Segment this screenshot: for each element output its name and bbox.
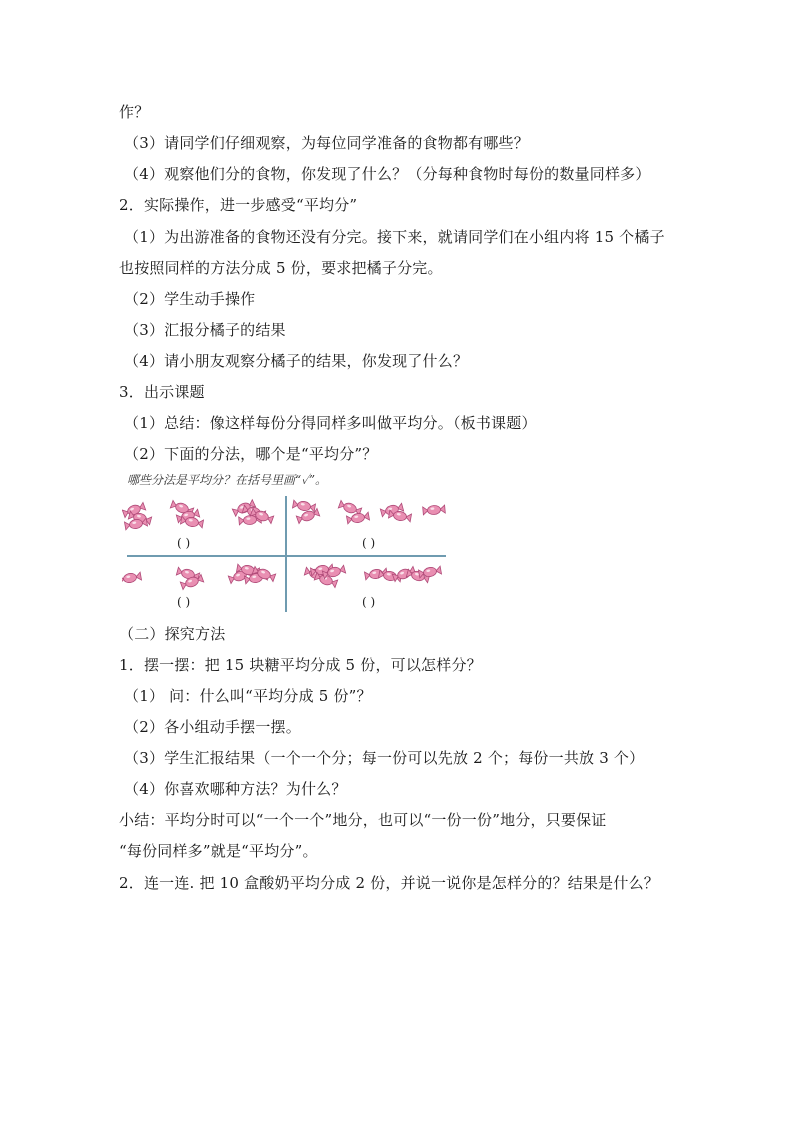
candy-icon xyxy=(296,508,320,524)
text-line: 2．连一连. 把 10 盒酸奶平均分成 2 份，并说一说你是怎样分的？结果是什么？ xyxy=(119,874,659,892)
text-line: （4）你喜欢哪种方法？为什么？ xyxy=(124,780,347,798)
text-line: （4）观察他们分的食物，你发现了什么？（分每种食物时每份的数量同样多） xyxy=(124,165,651,183)
text-line: （1）为出游准备的食物还没有分完。接下来，就请同学们在小组内将 15 个橘子 xyxy=(124,228,665,246)
text-line: （3）汇报分橘子的结果 xyxy=(124,321,286,339)
candy-icon xyxy=(122,572,142,585)
text-line: （2）下面的分法，哪个是“平均分”？ xyxy=(124,445,378,463)
text-line: 1．摆一摆：把 15 块糖平均分成 5 份，可以怎样分？ xyxy=(119,656,482,674)
section-heading: 3．出示课题 xyxy=(119,383,205,401)
answer-bracket[interactable]: ( ) xyxy=(362,536,376,550)
candy-icon xyxy=(292,500,315,513)
answer-bracket[interactable]: ( ) xyxy=(362,595,376,609)
answer-bracket[interactable]: ( ) xyxy=(177,536,191,550)
text-line: （3）学生汇报结果（一个一个分；每一份可以先放 2 个；每份一共放 3 个） xyxy=(124,749,645,767)
text-line: （4）请小朋友观察分橘子的结果，你发现了什么？ xyxy=(124,352,469,370)
candy-division-figure xyxy=(122,470,458,615)
candy-icon xyxy=(346,512,369,525)
section-heading: 2．实际操作，进一步感受“平均分” xyxy=(119,196,358,214)
figure-caption: 哪些分法是平均分？在括号里画“✓”。 xyxy=(127,473,328,487)
text-line: （3）请同学们仔细观察，为每位同学准备的食物都有哪些？ xyxy=(124,134,529,152)
summary-line: 小结：平均分时可以“一个一个”地分，也可以“一份一份”地分，只要保证 xyxy=(119,811,607,829)
section-heading: （二）探究方法 xyxy=(119,625,226,643)
summary-line: “每份同样多”就是“平均分”。 xyxy=(119,842,318,860)
text-line: （2）学生动手操作 xyxy=(124,290,256,308)
text-line: 也按照同样的方法分成 5 份，要求把橘子分完。 xyxy=(119,259,443,277)
text-line: 作？ xyxy=(119,103,150,121)
text-line: （1）总结：像这样每份分得同样多叫做平均分。（板书课题） xyxy=(124,414,537,432)
text-line: （1） 问：什么叫“平均分成 5 份”？ xyxy=(124,687,372,705)
text-line: （2）各小组动手摆一摆。 xyxy=(124,718,301,736)
candy-icon xyxy=(423,505,446,516)
answer-bracket[interactable]: ( ) xyxy=(177,595,191,609)
candy-illustration xyxy=(122,470,458,615)
